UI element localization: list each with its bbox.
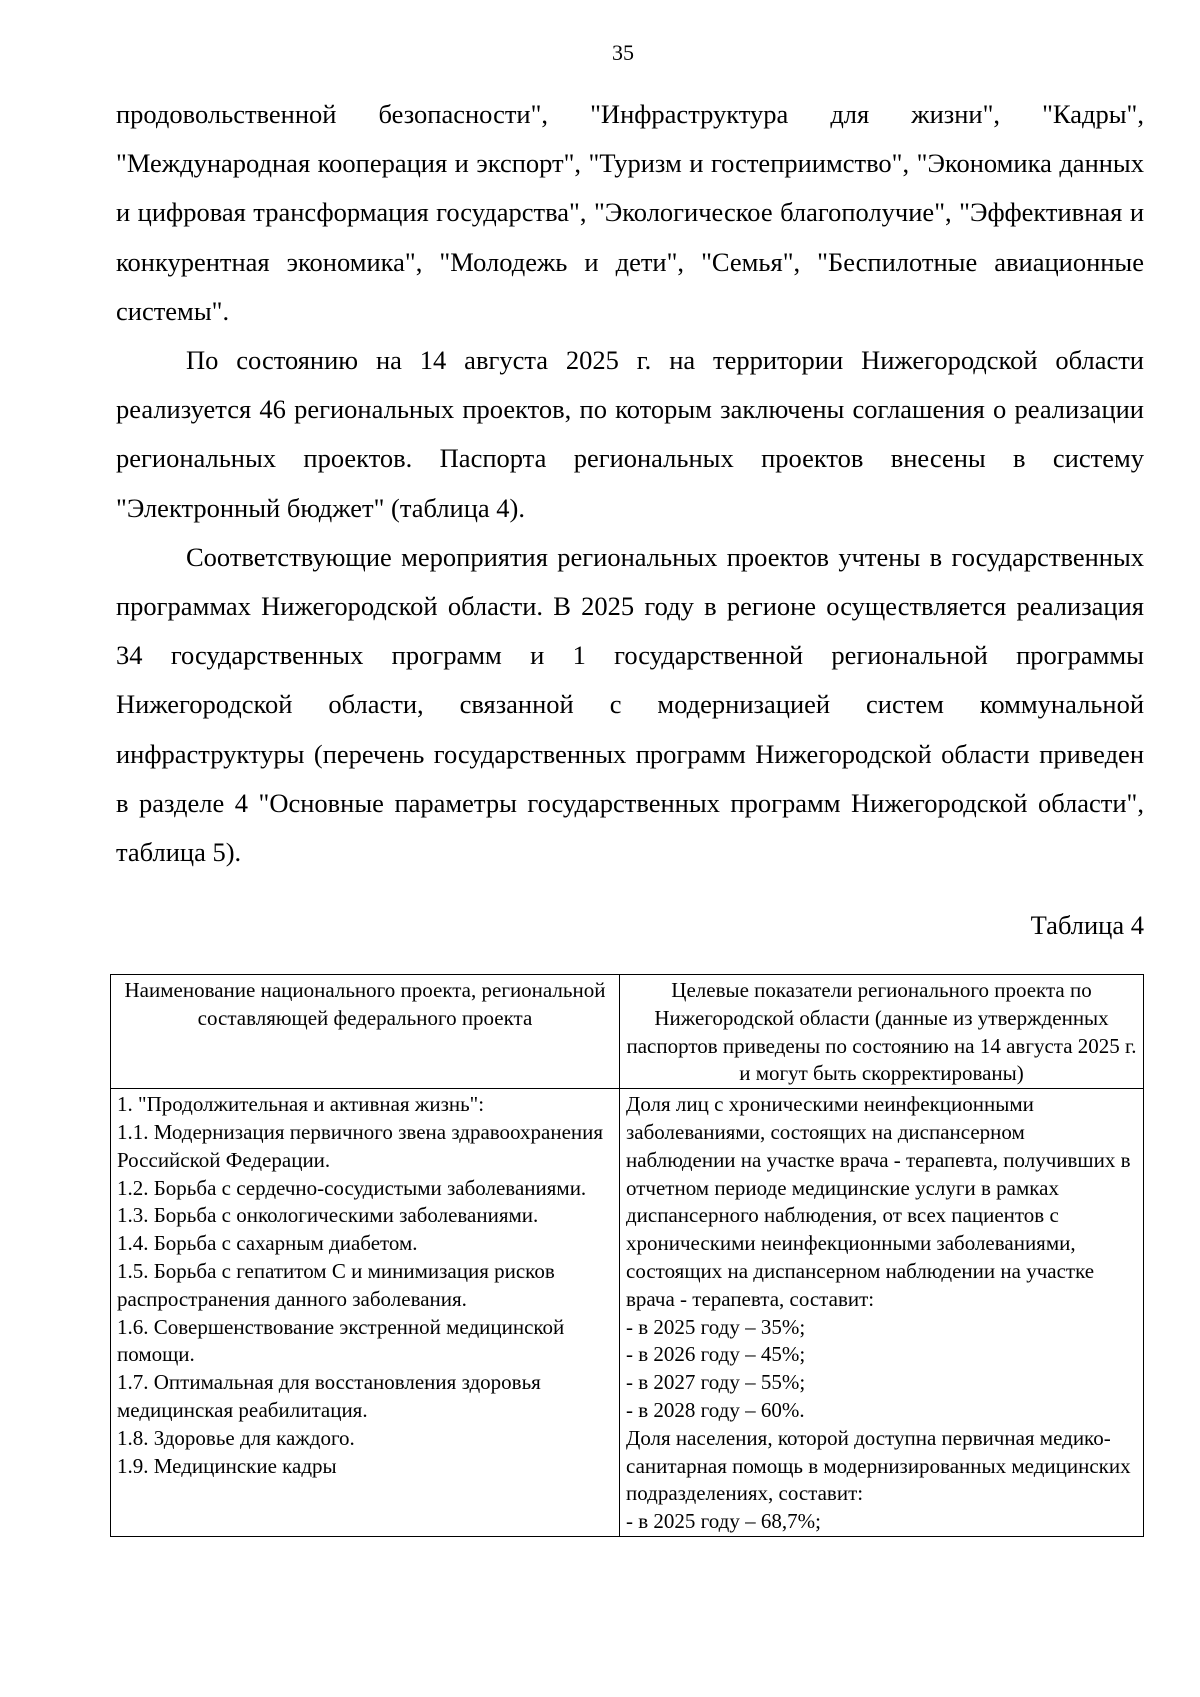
header-cell-project: Наименование национального проекта, региональной составляющей федерального проекта bbox=[111, 975, 620, 1089]
body-text bbox=[116, 90, 1144, 877]
paragraph-3: Соответствующие мероприятия региональных проектов учтены в государственных программах Нижегородской области. В 2025 году в регионе осуществляется реализация 34 государственных программ и 1 государственной региональной программы Нижегородской области, связанной с модернизацией систем коммунальной инфраструктуры (перечень государственных программ Нижегородской области приведен в разделе 4 "Основные параметры государственных программ Нижегородской области", таблица 5). bbox=[116, 541, 1144, 868]
project-line: 1.5. Борьба с гепатитом С и минимизация рисков распространения данного заболевания. bbox=[117, 1258, 555, 1311]
project-line: 1.1. Модернизация первичного звена здравоохранения Российской Федерации. bbox=[117, 1119, 604, 1172]
cell-indicator-list bbox=[620, 1089, 1144, 1537]
project-line: 1. "Продолжительная и активная жизнь": bbox=[117, 1092, 485, 1117]
project-line: 1.2. Борьба с сердечно-сосудистыми заболеваниями. bbox=[117, 1175, 587, 1200]
page-number: 35 bbox=[612, 40, 634, 65]
paragraph-2: По состоянию на 14 августа 2025 г. на территории Нижегородской области реализуется 46 региональных проектов, по которым заключены соглашения о реализации региональных проектов. Паспорта региональных проектов внесены в систему "Электронный бюджет" (таблица 4). bbox=[116, 345, 1144, 523]
indicator-line: - в 2028 году – 60%. bbox=[626, 1397, 805, 1422]
project-line: 1.9. Медицинские кадры bbox=[117, 1453, 337, 1478]
cell-project-list bbox=[111, 1089, 620, 1537]
indicator-line: Доля населения, которой доступна первичная медико-санитарная помощь в модернизированных медицинских подразделениях, составит: bbox=[626, 1425, 1131, 1506]
indicator-line: Доля лиц с хроническими неинфекционными заболеваниями, состоящих на диспансерном наблюдении на участке врача - терапевта, получивших в отчетном периоде медицинские услуги в рамках диспансерного наблюдения, от всех пациентов с хроническими неинфекционными заболеваниями, состоящих на диспансерном наблюдении на участке врача - терапевта, составит: bbox=[626, 1092, 1131, 1311]
paragraph-1: продовольственной безопасности", "Инфраструктура для жизни", "Кадры", "Международная кооперация и экспорт", "Туризм и гостеприимство", "Экономика данных и цифровая трансформация государства", "Экологическое благополучие", "Эффективная и конкурентная экономика", "Молодежь и дети", "Семья", "Беспилотные авиационные системы". bbox=[116, 99, 1144, 326]
indicator-line: - в 2025 году – 68,7%; bbox=[626, 1509, 821, 1534]
project-line: 1.7. Оптимальная для восстановления здоровья медицинская реабилитация. bbox=[117, 1370, 541, 1422]
project-line: 1.3. Борьба с онкологическими заболеваниями. bbox=[117, 1203, 539, 1228]
projects-table bbox=[110, 974, 1144, 1537]
header-cell-indicators: Целевые показатели регионального проекта по Нижегородской области (данные из утвержденных паспортов приведены по состоянию на 14 августа 2025 г. и могут быть скорректированы) bbox=[620, 975, 1144, 1089]
table-header-row bbox=[111, 975, 1144, 1089]
project-line: 1.6. Совершенствование экстренной медицинской помощи. bbox=[117, 1314, 565, 1367]
project-line: 1.8. Здоровье для каждого. bbox=[117, 1425, 355, 1450]
table-row bbox=[111, 1089, 1144, 1537]
indicator-line: - в 2027 году – 55%; bbox=[626, 1370, 806, 1395]
indicator-line: - в 2026 году – 45%; bbox=[626, 1342, 806, 1367]
table-caption: Таблица 4 bbox=[1030, 910, 1144, 940]
indicator-line: - в 2025 году – 35%; bbox=[626, 1314, 806, 1339]
project-line: 1.4. Борьба с сахарным диабетом. bbox=[117, 1231, 418, 1256]
